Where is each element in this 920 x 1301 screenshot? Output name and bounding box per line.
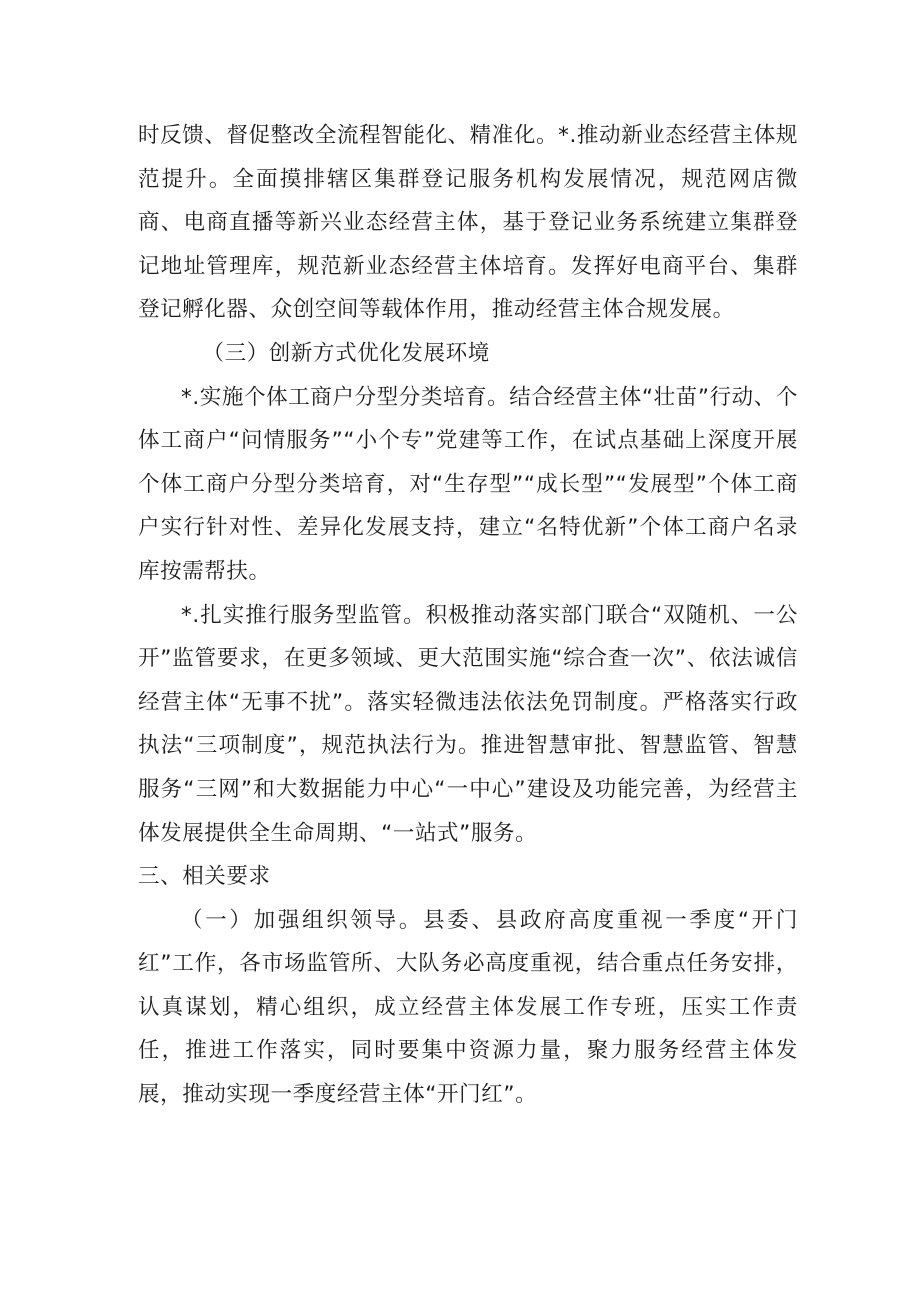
paragraph-continuation: 时反馈、督促整改全流程智能化、精准化。*.推动新业态经营主体规范提升。全面摸排辖区集群登记服务机构发展情况，规范网店微商、电商直播等新兴业态经营主体，基于登记业务系统建立集群登记地址管理库，规范新业态经营主体培育。发挥好电商平台、集群登记孵化器、众创空间等载体作用，推动经营主体合规发展。 bbox=[138, 123, 798, 323]
subsection-heading-3: （三）创新方式优化发展环境 bbox=[202, 340, 490, 366]
paragraph-service-supervision: *.扎实推行服务型监管。积极推动落实部门联合“双随机、一公开”监管要求，在更多领域、更大范围实施“综合查一次”、依法诚信经营主体“无事不扰”。落实轻微违法依法免罚制度。严格落实行政执法“三项制度”，规范执法行为。推进智慧审批、智慧监管、智慧服务“三网”和大数据能力中心“一中心”建设及功能完善，为经营主体发展提供全生命周期、“一站式”服务。 bbox=[138, 602, 798, 846]
paragraph-individual-business-cultivation: *.实施个体工商户分型分类培育。结合经营主体“壮苗”行动、个体工商户“问情服务”“小个专”党建等工作，在试点基础上深度开展个体工商户分型分类培育，对“生存型”“成长型”“发展型”个体工商户实行针对性、差异化发展支持，建立“名特优新”个体工商户名录库按需帮扶。 bbox=[138, 384, 798, 584]
document-body bbox=[138, 114, 798, 1117]
section-heading-requirements: 三、相关要求 bbox=[138, 864, 271, 890]
paragraph-organization-leadership: （一）加强组织领导。县委、县政府高度重视一季度“开门红”工作，各市场监管所、大队务必高度重视，结合重点任务安排，认真谋划，精心组织，成立经营主体发展工作专班，压实工作责任，推进工作落实，同时要集中资源力量，聚力服务经营主体发展，推动实现一季度经营主体“开门红”。 bbox=[138, 907, 798, 1108]
